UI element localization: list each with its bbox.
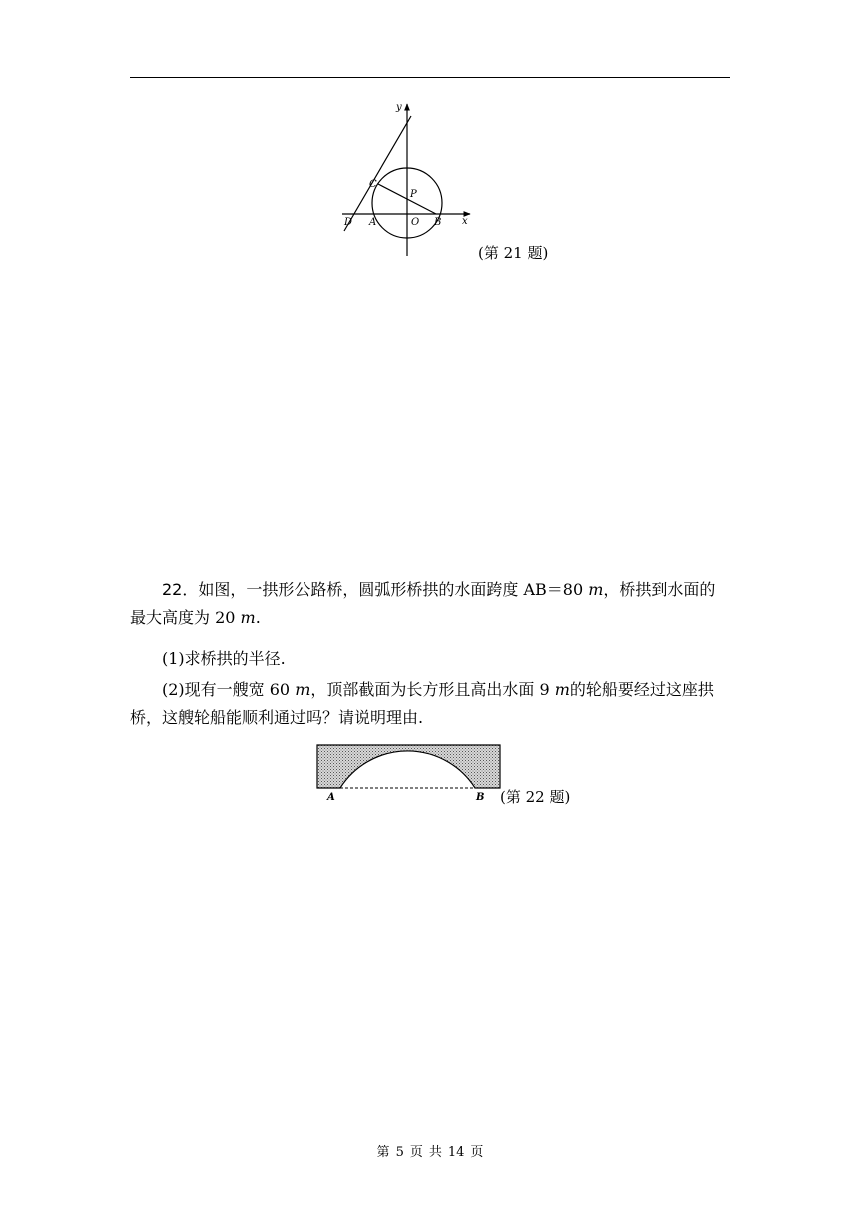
label-o: O: [411, 217, 420, 228]
header-rule: [130, 77, 730, 78]
label-b: B: [434, 217, 442, 228]
bridge-body: [317, 745, 500, 788]
question-number: 22．: [162, 580, 199, 599]
label-c: C: [369, 179, 377, 190]
label-b-22: B: [476, 792, 485, 803]
question-22-text: 22．如图，一拱形公路桥，圆弧形桥拱的水面跨度 AB＝80 m，桥拱到水面的最大高度为 20 m.: [130, 580, 716, 627]
label-y: y: [396, 102, 402, 113]
question-22-part-2: (2)现有一艘宽 60 m，顶部截面为长方形且高出水面 9 m的轮船要经过这座拱桥，这艘轮船能顺利通过吗？请说明理由.: [130, 680, 714, 727]
question-22-part-1: (1)求桥拱的半径.: [162, 649, 286, 668]
figure-21-caption: (第 21 题): [478, 244, 549, 262]
label-x: x: [462, 216, 468, 227]
label-p: P: [410, 189, 417, 200]
page-footer: 第 5 页 共 14 页: [376, 1145, 484, 1160]
page-number: 5: [395, 1145, 404, 1160]
figure-22-diagram: [312, 742, 508, 804]
label-a-22: A: [327, 792, 335, 803]
figure-21-diagram: [330, 96, 490, 261]
figure-22-caption: (第 22 题): [500, 788, 571, 806]
label-a: A: [369, 217, 377, 228]
total-pages: 14: [447, 1145, 465, 1160]
label-d: D: [344, 217, 353, 228]
